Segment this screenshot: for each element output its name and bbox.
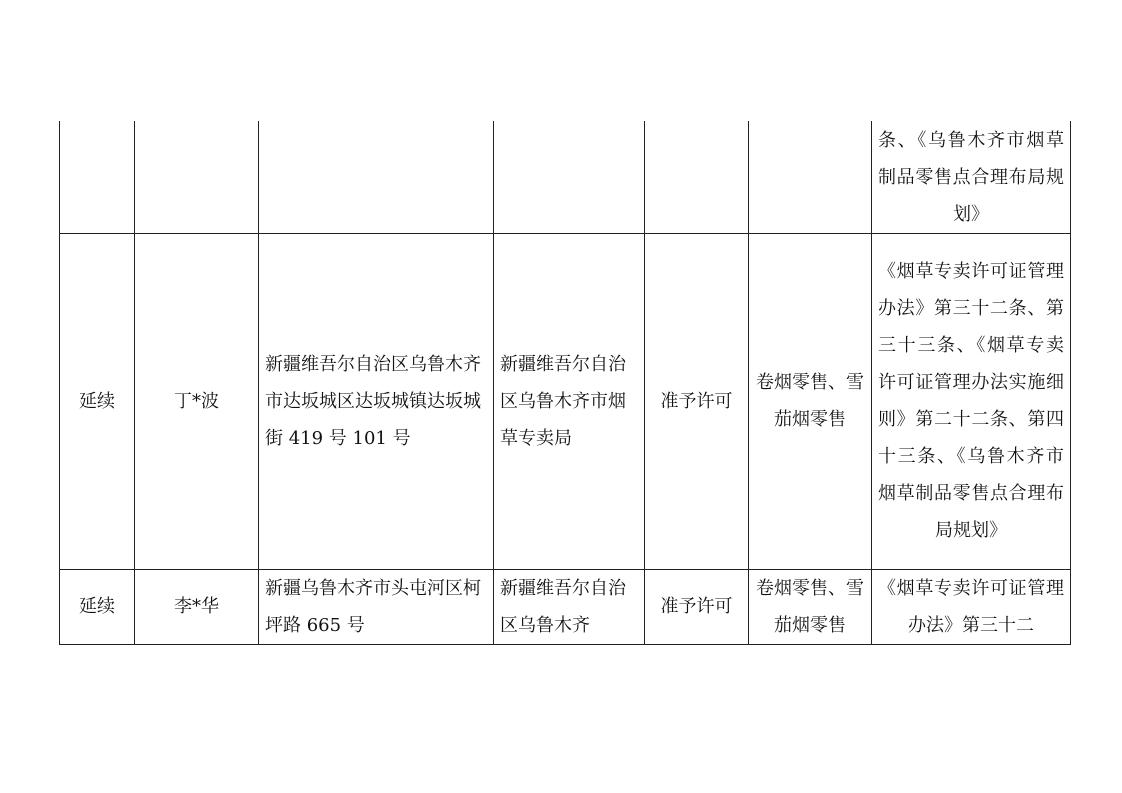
name-cell: 丁*波 — [135, 233, 259, 569]
authority-cell: 新疆维吾尔自治区乌鲁木齐 — [494, 569, 645, 644]
address-cell: 新疆维吾尔自治区乌鲁木齐市达坂城区达坂城镇达坂城街 419 号 101 号 — [259, 233, 494, 569]
table-row — [60, 233, 1071, 569]
decision-cell — [645, 121, 749, 233]
basis-cell: 《烟草专卖许可证管理办法》第三十二条、第三十三条、《烟草专卖许可证管理办法实施细则》第二十二条、第四十三条、《乌鲁木齐市烟草制品零售点合理布局规划》 — [872, 233, 1071, 569]
address-cell: 新疆乌鲁木齐市头屯河区柯坪路 665 号 — [259, 569, 494, 644]
scope-cell: 卷烟零售、雪茄烟零售 — [749, 233, 872, 569]
name-cell — [135, 121, 259, 233]
basis-cell: 《烟草专卖许可证管理办法》第三十二 — [872, 569, 1071, 644]
decision-cell: 准予许可 — [645, 569, 749, 644]
basis-cell: 条、《乌鲁木齐市烟草制品零售点合理布局规划》 — [872, 121, 1071, 233]
scope-cell — [749, 121, 872, 233]
type-cell: 延续 — [60, 569, 135, 644]
address-cell — [259, 121, 494, 233]
table-row — [60, 121, 1071, 233]
license-table — [59, 121, 1071, 645]
name-cell: 李*华 — [135, 569, 259, 644]
authority-cell — [494, 121, 645, 233]
table-row — [60, 569, 1071, 644]
authority-cell: 新疆维吾尔自治区乌鲁木齐市烟草专卖局 — [494, 233, 645, 569]
type-cell: 延续 — [60, 233, 135, 569]
type-cell — [60, 121, 135, 233]
decision-cell: 准予许可 — [645, 233, 749, 569]
scope-cell: 卷烟零售、雪茄烟零售 — [749, 569, 872, 644]
